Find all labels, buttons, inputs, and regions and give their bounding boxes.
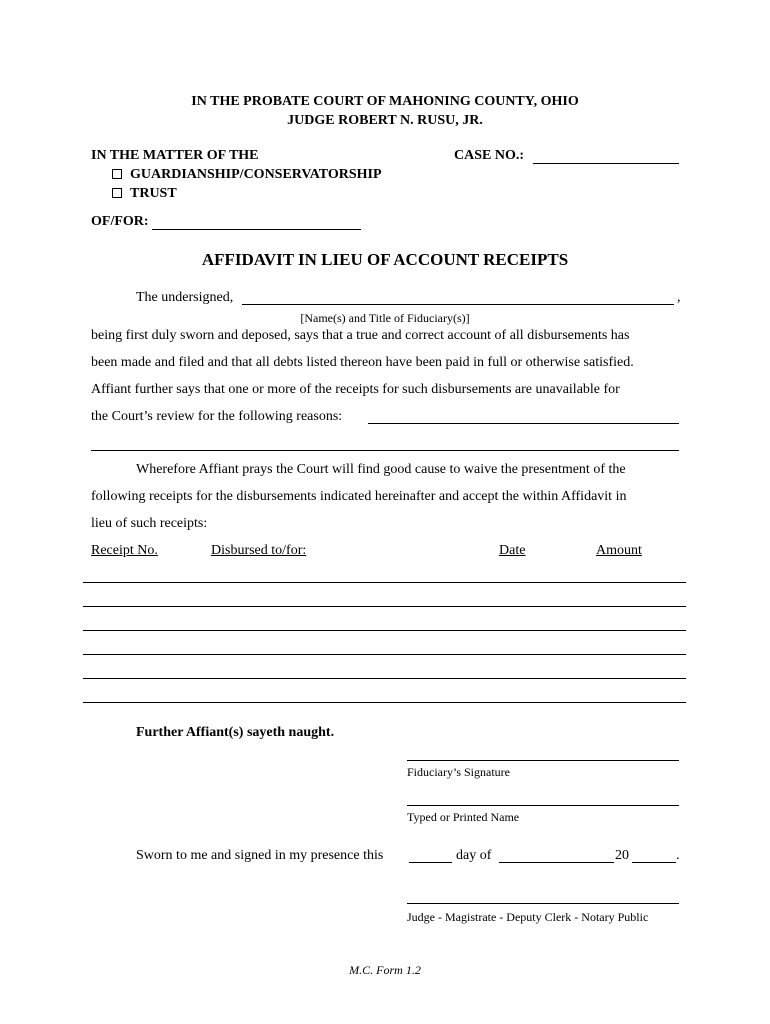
undersigned-comma: , [677,290,681,305]
fiduciary-caption: [Name(s) and Title of Fiduciary(s)] [300,311,470,325]
day-of-label: day of [456,848,492,863]
of-for-label: OF/FOR: [91,214,149,229]
reasons-label: the Court’s review for the following reasons: [91,409,343,424]
undersigned-label: The undersigned, [136,290,234,305]
reasons-field-line-1[interactable] [368,423,679,424]
form-number: M.C. Form 1.2 [349,963,421,977]
signature-caption: Fiduciary’s Signature [407,765,510,779]
officer-caption: Judge - Magistrate - Deputy Clerk - Notary Public [407,910,649,924]
day-field[interactable] [409,862,452,863]
col-receipt-no: Receipt No. [91,543,158,558]
printed-name-field[interactable] [407,805,679,806]
court-heading: IN THE PROBATE COURT OF MAHONING COUNTY, OHIO [191,94,579,109]
para2-line-1: Wherefore Affiant prays the Court will find good cause to waive the presentment of the [136,462,626,477]
sworn-period: . [676,848,680,863]
col-amount: Amount [596,543,642,558]
printed-name-caption: Typed or Printed Name [407,810,520,824]
para1-line-2: been made and filed and that all debts listed thereon have been paid in full or otherwise satisfied. [91,355,634,370]
year-prefix: 20 [615,848,629,863]
table-row[interactable] [83,702,686,703]
guardianship-checkbox[interactable] [112,169,122,179]
trust-checkbox[interactable] [112,188,122,198]
reasons-field-line-2[interactable] [91,450,679,451]
para1-line-3: Affiant further says that one or more of the receipts for such disbursements are unavailable for [91,382,620,397]
col-date: Date [499,543,526,558]
further-affiant: Further Affiant(s) sayeth naught. [136,725,335,740]
trust-label: TRUST [130,186,177,201]
trust-option[interactable] [112,186,177,202]
para1-line-1: being first duly sworn and deposed, says that a true and correct account of all disbursements has [91,328,630,343]
form-title: AFFIDAVIT IN LIEU OF ACCOUNT RECEIPTS [201,250,569,269]
matter-label: IN THE MATTER OF THE [91,148,259,163]
of-for-field[interactable] [152,229,361,230]
table-row[interactable] [83,606,686,607]
guardianship-option[interactable] [112,167,382,183]
case-no-label: CASE NO.: [454,148,525,163]
month-field[interactable] [499,862,614,863]
para2-line-3: lieu of such receipts: [91,516,208,531]
table-row[interactable] [83,630,686,631]
officer-signature-field[interactable] [407,903,679,904]
table-row[interactable] [83,678,686,679]
table-row[interactable] [83,654,686,655]
year-field[interactable] [632,862,676,863]
judge-heading: JUDGE ROBERT N. RUSU, JR. [287,113,483,128]
guardianship-label: GUARDIANSHIP/CONSERVATORSHIP [130,167,382,182]
case-no-field[interactable] [533,163,679,164]
para2-line-2: following receipts for the disbursements indicated hereinafter and accept the within Affidavit in [91,489,627,504]
col-disbursed: Disbursed to/for: [211,543,307,558]
table-row[interactable] [83,582,686,583]
fiduciary-name-field[interactable] [242,304,674,305]
signature-field[interactable] [407,760,679,761]
sworn-text: Sworn to me and signed in my presence this [136,848,384,863]
